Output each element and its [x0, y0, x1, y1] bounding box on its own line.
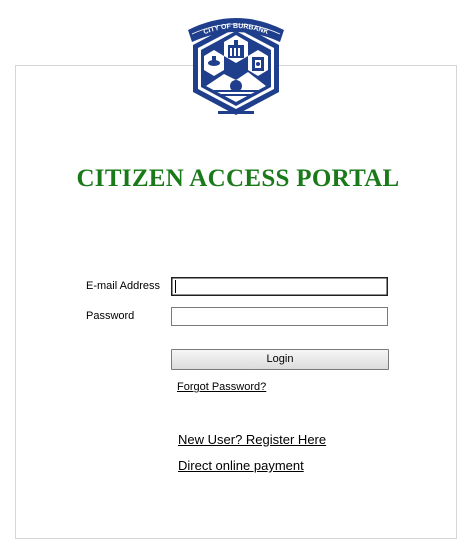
- city-of-burbank-seal-logo: [184, 12, 288, 118]
- direct-payment-link[interactable]: Direct online payment: [178, 458, 304, 473]
- password-label: Password: [86, 310, 135, 322]
- password-field[interactable]: [171, 307, 388, 326]
- page-title: CITIZEN ACCESS PORTAL: [76, 165, 400, 192]
- seal-banner-text: [184, 12, 288, 118]
- email-field[interactable]: [171, 277, 388, 296]
- svg-text:CITY OF BURBANK: [203, 23, 270, 36]
- forgot-password-link[interactable]: Forgot Password?: [177, 381, 267, 393]
- login-button[interactable]: Login: [171, 349, 389, 370]
- seal-banner-label: CITY OF BURBANK: [202, 22, 270, 37]
- text-caret: [175, 280, 176, 293]
- email-label: E-mail Address: [86, 280, 160, 292]
- register-link[interactable]: New User? Register Here: [178, 432, 327, 447]
